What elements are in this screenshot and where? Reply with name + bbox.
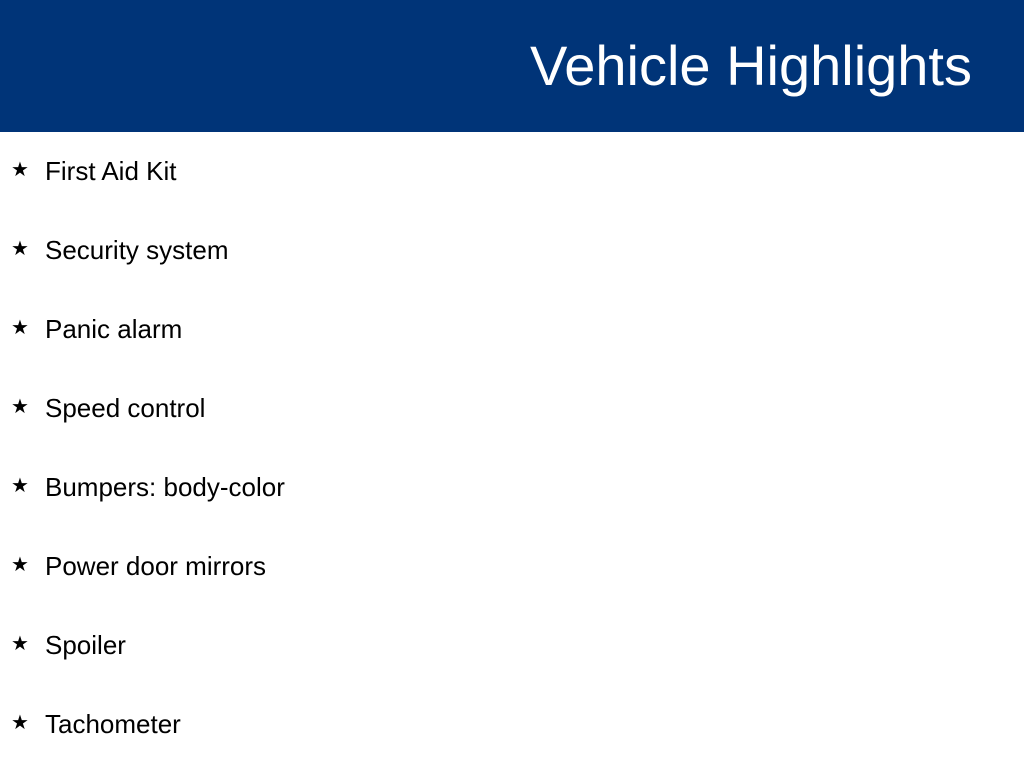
feature-label: Security system [45, 235, 229, 265]
star-icon: ★ [11, 631, 29, 655]
list-item [0, 466, 1024, 545]
feature-label: Spoiler [45, 630, 126, 660]
list-item [0, 150, 1024, 229]
list-item [0, 703, 1024, 768]
header-band [0, 0, 1024, 132]
star-icon: ★ [11, 315, 29, 339]
star-icon: ★ [11, 394, 29, 418]
star-icon: ★ [11, 236, 29, 260]
page-title: Vehicle Highlights [529, 34, 972, 97]
list-item [0, 624, 1024, 703]
star-icon: ★ [11, 552, 29, 576]
feature-label: Power door mirrors [45, 551, 267, 581]
list-item [0, 387, 1024, 466]
list-item [0, 308, 1024, 387]
feature-label: Bumpers: body-color [45, 472, 285, 502]
star-icon: ★ [11, 710, 29, 734]
list-item [0, 545, 1024, 624]
feature-label: Panic alarm [45, 314, 183, 344]
star-icon: ★ [11, 157, 29, 181]
star-icon: ★ [11, 473, 29, 497]
feature-list [0, 150, 1024, 768]
feature-label: Speed control [45, 393, 206, 423]
feature-label: First Aid Kit [45, 156, 177, 186]
list-item [0, 229, 1024, 308]
feature-label: Tachometer [45, 709, 181, 739]
